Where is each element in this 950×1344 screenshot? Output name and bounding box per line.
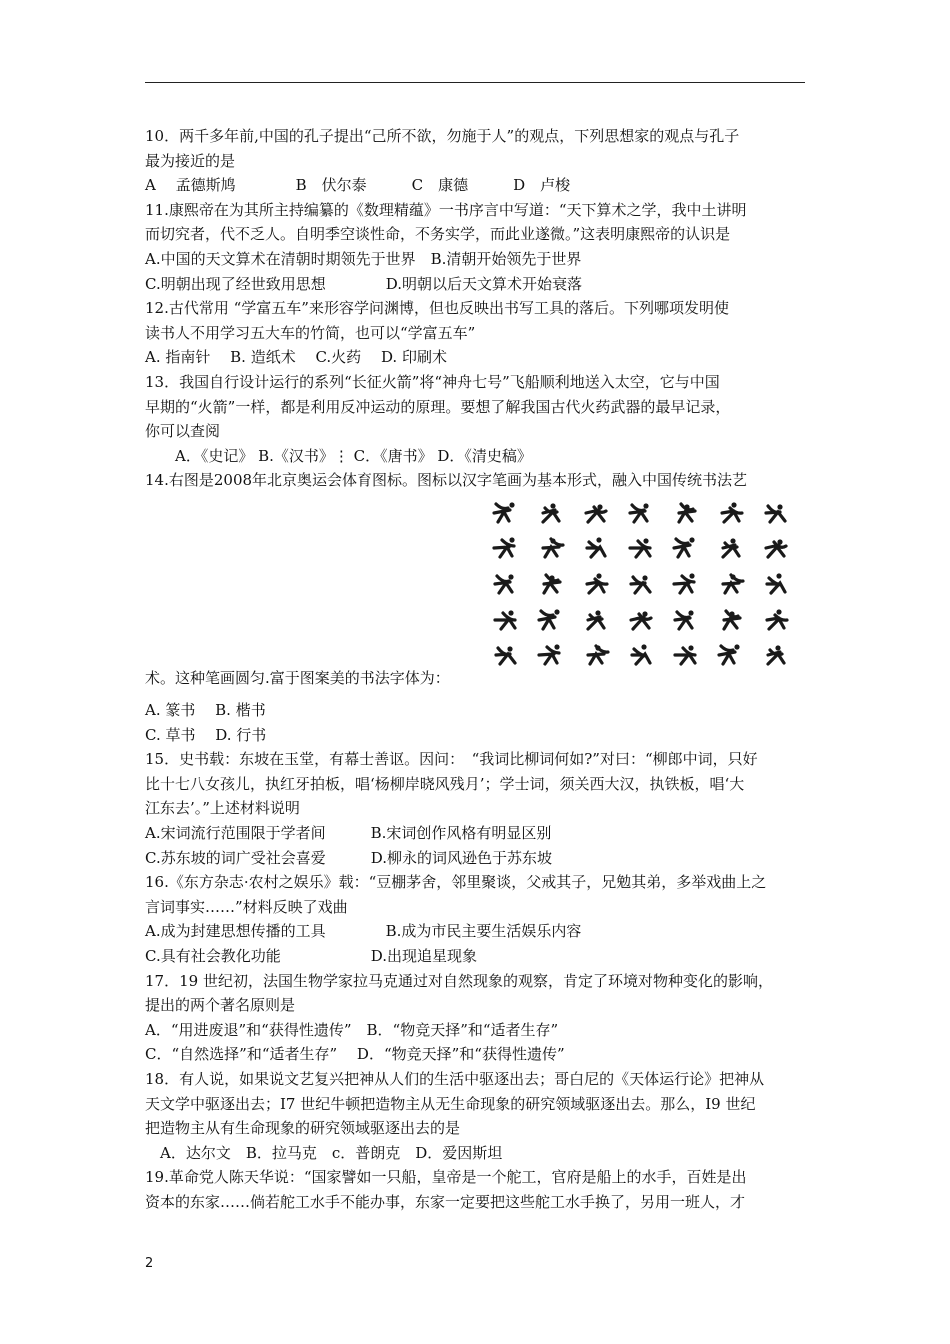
sport-pictogram-icon <box>760 535 790 561</box>
text-line: A.中国的天文算术在清朝时期领先于世界 B.清朝开始领先于世界 <box>145 249 582 268</box>
sport-pictogram-icon <box>490 607 520 633</box>
sport-pictogram-icon <box>670 642 700 668</box>
sport-pictogram-icon <box>535 571 565 597</box>
sport-pictogram-icon <box>490 571 520 597</box>
page-number: 2 <box>145 1256 154 1271</box>
sport-pictogram-icon <box>580 607 610 633</box>
sport-pictogram-icon <box>535 500 565 526</box>
text-line: 提出的两个著名原则是 <box>145 996 296 1015</box>
sport-pictogram-icon <box>670 535 700 561</box>
header-rule <box>145 82 805 83</box>
sport-pictogram-icon <box>760 571 790 597</box>
sport-pictogram-icon <box>535 535 565 561</box>
sport-pictogram-icon <box>760 607 790 633</box>
text-line: 17．19 世纪初，法国生物学家拉马克通过对自然现象的观察，肯定了环境对物种变化的影响， <box>145 971 773 990</box>
sport-pictogram-icon <box>535 642 565 668</box>
text-line: 天文学中驱逐出去；I7 世纪牛顿把造物主从无生命现象的研究领域驱逐出去。那么，I9 世纪 <box>145 1094 756 1113</box>
text-line: 15．史书载：东坡在玉堂，有幕士善讴。因问： “我词比柳词何如?”对曰：“柳郎中词，只好 <box>145 750 758 769</box>
sport-pictogram-icon <box>715 571 745 597</box>
text-line: 16.《东方杂志·农村之娱乐》载：“豆棚茅舍，邻里聚谈，父戒其子，兄勉其弟，多举戏曲上之 <box>145 873 767 892</box>
sport-pictogram-icon <box>670 571 700 597</box>
text-line: 早期的“火箭”一样，都是利用反冲运动的原理。要想了解我国古代火药武器的最早记录， <box>145 397 731 416</box>
sport-pictogram-icon <box>760 642 790 668</box>
sport-pictogram-icon <box>670 607 700 633</box>
text-line: A．“用进废退”和“获得性遗传” B．“物竞天择”和“适者生存” <box>145 1020 559 1039</box>
sport-pictogram-icon <box>715 535 745 561</box>
text-line: 读书人不用学习五大车的竹简，也可以“学富五车” <box>145 323 476 342</box>
q14-tail: 术。这种笔画圆匀.富于图案美的书法字体为： <box>145 668 450 687</box>
text-line: 你可以查阅 <box>145 422 221 441</box>
text-line: A. 指南针 B. 造纸术 C.火药 D. 印刷术 <box>145 348 447 367</box>
text-line: A．《史记》 B.《汉书》⋮ C．《唐书》 D．《清史稿》 <box>145 446 532 465</box>
sport-pictogram-icon <box>625 535 655 561</box>
text-line: A.成为封建思想传播的工具 B.成为市民主要生活娱乐内容 <box>145 922 582 941</box>
sport-pictogram-icon <box>625 571 655 597</box>
text-line: 言词事实……”材料反映了戏曲 <box>145 897 348 916</box>
text-line: 11.康熙帝在为其所主持编纂的《数理精蕴》一书序言中写道：“天下算术之学，我中土讲明 <box>145 200 747 219</box>
text-line: C．“自然选择”和“适者生存” D．“物竞天择”和“获得性遗传” <box>145 1045 565 1064</box>
olympic-pictogram-grid <box>483 495 797 673</box>
text-line: C.具有社会教化功能 D.出现追星现象 <box>145 947 477 966</box>
sport-pictogram-icon <box>760 500 790 526</box>
text-line: 比十七八女孩儿，执红牙拍板，唱‘杨柳岸晓风残月’；学士词，须关西大汉，执铁板，唱‘大 <box>145 774 745 793</box>
text-line: 把造物主从有生命现象的研究领域驱逐出去的是 <box>145 1119 461 1138</box>
text-line: 13．我国自行设计运行的系列“长征火箭”将“神舟七号”飞船顺利地送入太空，它与中国 <box>145 372 720 391</box>
text-line: A 孟德斯鸠 B 伏尔泰 C 康德 D 卢梭 <box>145 176 571 195</box>
sport-pictogram-icon <box>715 500 745 526</box>
text-line: 18．有人说，如果说文艺复兴把神从人们的生活中驱逐出去；哥白尼的《天体运行论》把神从 <box>145 1070 765 1088</box>
text-line: C.明朝出现了经世致用思想 D.明朝以后天文算术开始衰落 <box>145 274 582 293</box>
text-line: 19.革命党人陈天华说：“国家譬如一只船，皇帝是一个舵工，官府是船上的水手，百姓是出 <box>145 1168 747 1187</box>
sport-pictogram-icon <box>490 642 520 668</box>
sport-pictogram-icon <box>670 500 700 526</box>
sport-pictogram-icon <box>625 642 655 668</box>
text-line: A.宋词流行范围限于学者间 B.宋词创作风格有明显区别 <box>145 824 552 843</box>
sport-pictogram-icon <box>535 607 565 633</box>
text-line: 10．两千多年前,中国的孔子提出“己所不欲，勿施于人”的观点，下列思想家的观点与孔子 <box>145 127 740 145</box>
q14-picto-space <box>145 493 815 518</box>
text-line: 14.右图是2008年北京奥运会体育图标。图标以汉字笔画为基本形式，融入中国传统书法艺 <box>145 471 748 490</box>
sport-pictogram-icon <box>490 535 520 561</box>
sport-pictogram-icon <box>580 571 610 597</box>
question-text <box>145 124 815 1215</box>
sport-pictogram-icon <box>580 500 610 526</box>
text-line: C. 草书 D. 行书 <box>145 725 267 744</box>
text-line: C.苏东坡的词广受社会喜爱 D.柳永的词风逊色于苏东坡 <box>145 848 552 867</box>
text-line: 最为接近的是 <box>145 151 236 170</box>
sport-pictogram-icon <box>490 500 520 526</box>
text-line: 江东去’。”上述材料说明 <box>145 799 300 818</box>
text-line: 而切究者，代不乏人。自明季空谈性命，不务实学，而此业遂微。”这表明康熙帝的认识是 <box>145 225 731 244</box>
sport-pictogram-icon <box>625 500 655 526</box>
text-line: A．达尔文 B．拉马克 c．普朗克 D．爱因斯坦 <box>145 1143 503 1162</box>
sport-pictogram-icon <box>715 607 745 633</box>
sport-pictogram-icon <box>625 607 655 633</box>
text-line: A. 篆书 B. 楷书 <box>145 701 266 720</box>
sport-pictogram-icon <box>715 642 745 668</box>
text-line: 12.古代常用 “学富五车”来形容学问渊博，但也反映出书写工具的落后。下列哪项发明使 <box>145 299 729 318</box>
sport-pictogram-icon <box>580 535 610 561</box>
text-line: 资本的东家……倘若舵工水手不能办事，东家一定要把这些舵工水手换了，另用一班人，才 <box>145 1192 746 1211</box>
sport-pictogram-icon <box>580 642 610 668</box>
